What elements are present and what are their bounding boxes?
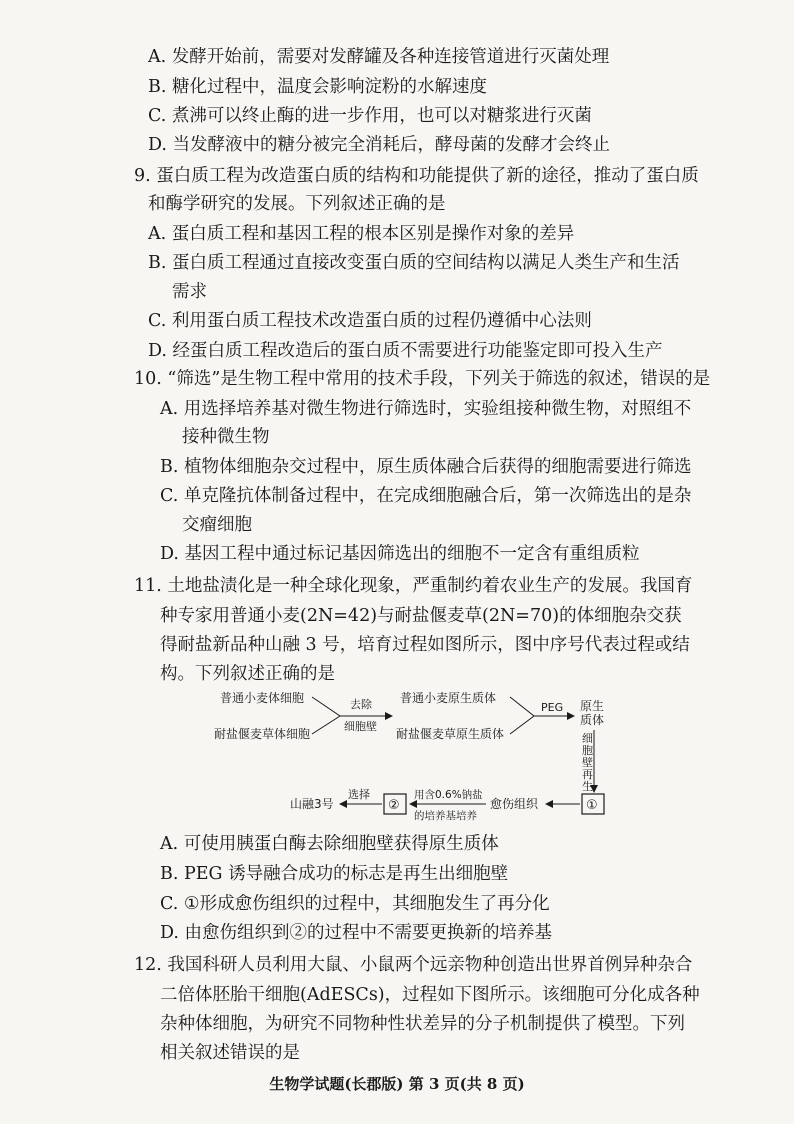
q12-stem-line-2: 二倍体胚胎干细胞(AdESCs)，过程如下图所示。该细胞可分化成各种 (160, 985, 700, 1005)
q9-option-a: A. 蛋白质工程和基因工程的根本区别是操作对象的差异 (148, 224, 575, 244)
q9-option-b-line-1: B. 蛋白质工程通过直接改变蛋白质的空间结构以满足人类生产和生活 (148, 253, 680, 273)
q8-option-a: A. 发酵开始前，需要对发酵罐及各种连接管道进行灭菌处理 (148, 47, 610, 67)
peg-label: PEG (541, 701, 564, 714)
medium-label-2: 的培养基培养 (414, 810, 477, 822)
q11-stem-line-3: 得耐盐新品种山融 3 号，培育过程如图所示，图中序号代表过程或结 (160, 635, 690, 655)
regen-char-5: 生 (582, 780, 593, 793)
wheat-cell-label: 普通小麦体细胞 (220, 691, 305, 705)
q8-option-b: B. 糖化过程中，温度会影响淀粉的水解速度 (148, 77, 487, 97)
q11-stem-line-4: 构。下列叙述正确的是 (160, 664, 335, 684)
protoplast-label-2: 质体 (580, 713, 605, 727)
q11-stem-line-1: 11. 土地盐渍化是一种全球化现象，严重制约着农业生产的发展。我国育 (134, 576, 693, 596)
q12-stem-line-4: 相关叙述错误的是 (160, 1043, 300, 1063)
q10-option-d: D. 基因工程中通过标记基因筛选出的细胞不一定含有重组质粒 (160, 544, 640, 564)
remove-label: 去除 (350, 698, 372, 711)
step-2-label: ② (388, 798, 400, 813)
q10-option-b: B. 植物体细胞杂交过程中，原生质体融合后获得的细胞需要进行筛选 (160, 457, 692, 477)
callus-label: 愈伤组织 (490, 797, 539, 811)
grass-protoplast-label: 耐盐偃麦草原生质体 (396, 727, 505, 741)
regen-char-4: 再 (582, 768, 593, 781)
merge-bracket-1 (312, 697, 340, 734)
q11-option-d: D. 由愈伤组织到②的过程中不需要更换新的培养基 (160, 923, 553, 943)
hybridization-flow-diagram (200, 684, 630, 824)
regen-char-2: 胞 (582, 744, 593, 757)
q10-option-a-line-1: A. 用选择培养基对微生物进行筛选时，实验组接种微生物，对照组不 (160, 399, 692, 419)
q8-option-d: D. 当发酵液中的糖分被完全消耗后，酵母菌的发酵才会终止 (148, 135, 611, 155)
step-1-label: ① (586, 798, 598, 813)
q9-option-d: D. 经蛋白质工程改造后的蛋白质不需要进行功能鉴定即可投入生产 (148, 341, 663, 361)
q10-option-a-line-2: 接种微生物 (182, 427, 270, 447)
q11-stem-line-2: 种专家用普通小麦(2N=42)与耐盐偃麦草(2N=70)的体细胞杂交获 (160, 606, 682, 626)
q10-option-c-line-1: C. 单克隆抗体制备过程中，在完成细胞融合后，第一次筛选出的是杂 (160, 486, 692, 506)
q9-stem-line-2: 和酶学研究的发展。下列叙述正确的是 (148, 194, 446, 214)
merge-bracket-2 (510, 697, 534, 734)
q9-option-b-line-2: 需求 (172, 282, 207, 302)
q12-stem-line-1: 12. 我国科研人员利用大鼠、小鼠两个远亲物种创造出世界首例异种杂合 (134, 955, 693, 975)
result-label: 山融3号 (290, 797, 334, 811)
protoplast-label-1: 原生 (580, 699, 605, 713)
select-label: 选择 (348, 788, 370, 801)
cell-wall-label: 细胞壁 (344, 720, 377, 733)
grass-cell-label: 耐盐偃麦草体细胞 (214, 727, 311, 741)
regen-char-3: 壁 (582, 756, 593, 769)
q11-option-c: C. ①形成愈伤组织的过程中，其细胞发生了再分化 (160, 894, 550, 914)
q11-option-a: A. 可使用胰蛋白酶去除细胞壁获得原生质体 (160, 834, 499, 854)
q10-option-c-line-2: 交瘤细胞 (182, 515, 252, 535)
q8-option-c: C. 煮沸可以终止酶的进一步作用，也可以对糖浆进行灭菌 (148, 106, 592, 126)
q10-stem: 10. “筛选”是生物工程中常用的技术手段，下列关于筛选的叙述，错误的是 (134, 369, 711, 389)
page-footer: 生物学试题(长郡版) 第 3 页(共 8 页) (269, 1075, 525, 1093)
regen-char-1: 细 (582, 732, 593, 745)
q11-option-b: B. PEG 诱导融合成功的标志是再生出细胞壁 (160, 864, 509, 884)
wheat-protoplast-label: 普通小麦原生质体 (400, 691, 497, 705)
q12-stem-line-3: 杂种体细胞，为研究不同物种性状差异的分子机制提供了模型。下列 (160, 1014, 685, 1034)
medium-label-1: 用含0.6%钠盐 (414, 789, 483, 801)
q9-stem-line-1: 9. 蛋白质工程为改造蛋白质的结构和功能提供了新的途径，推动了蛋白质 (134, 166, 699, 186)
q9-option-c: C. 利用蛋白质工程技术改造蛋白质的过程仍遵循中心法则 (148, 311, 592, 331)
